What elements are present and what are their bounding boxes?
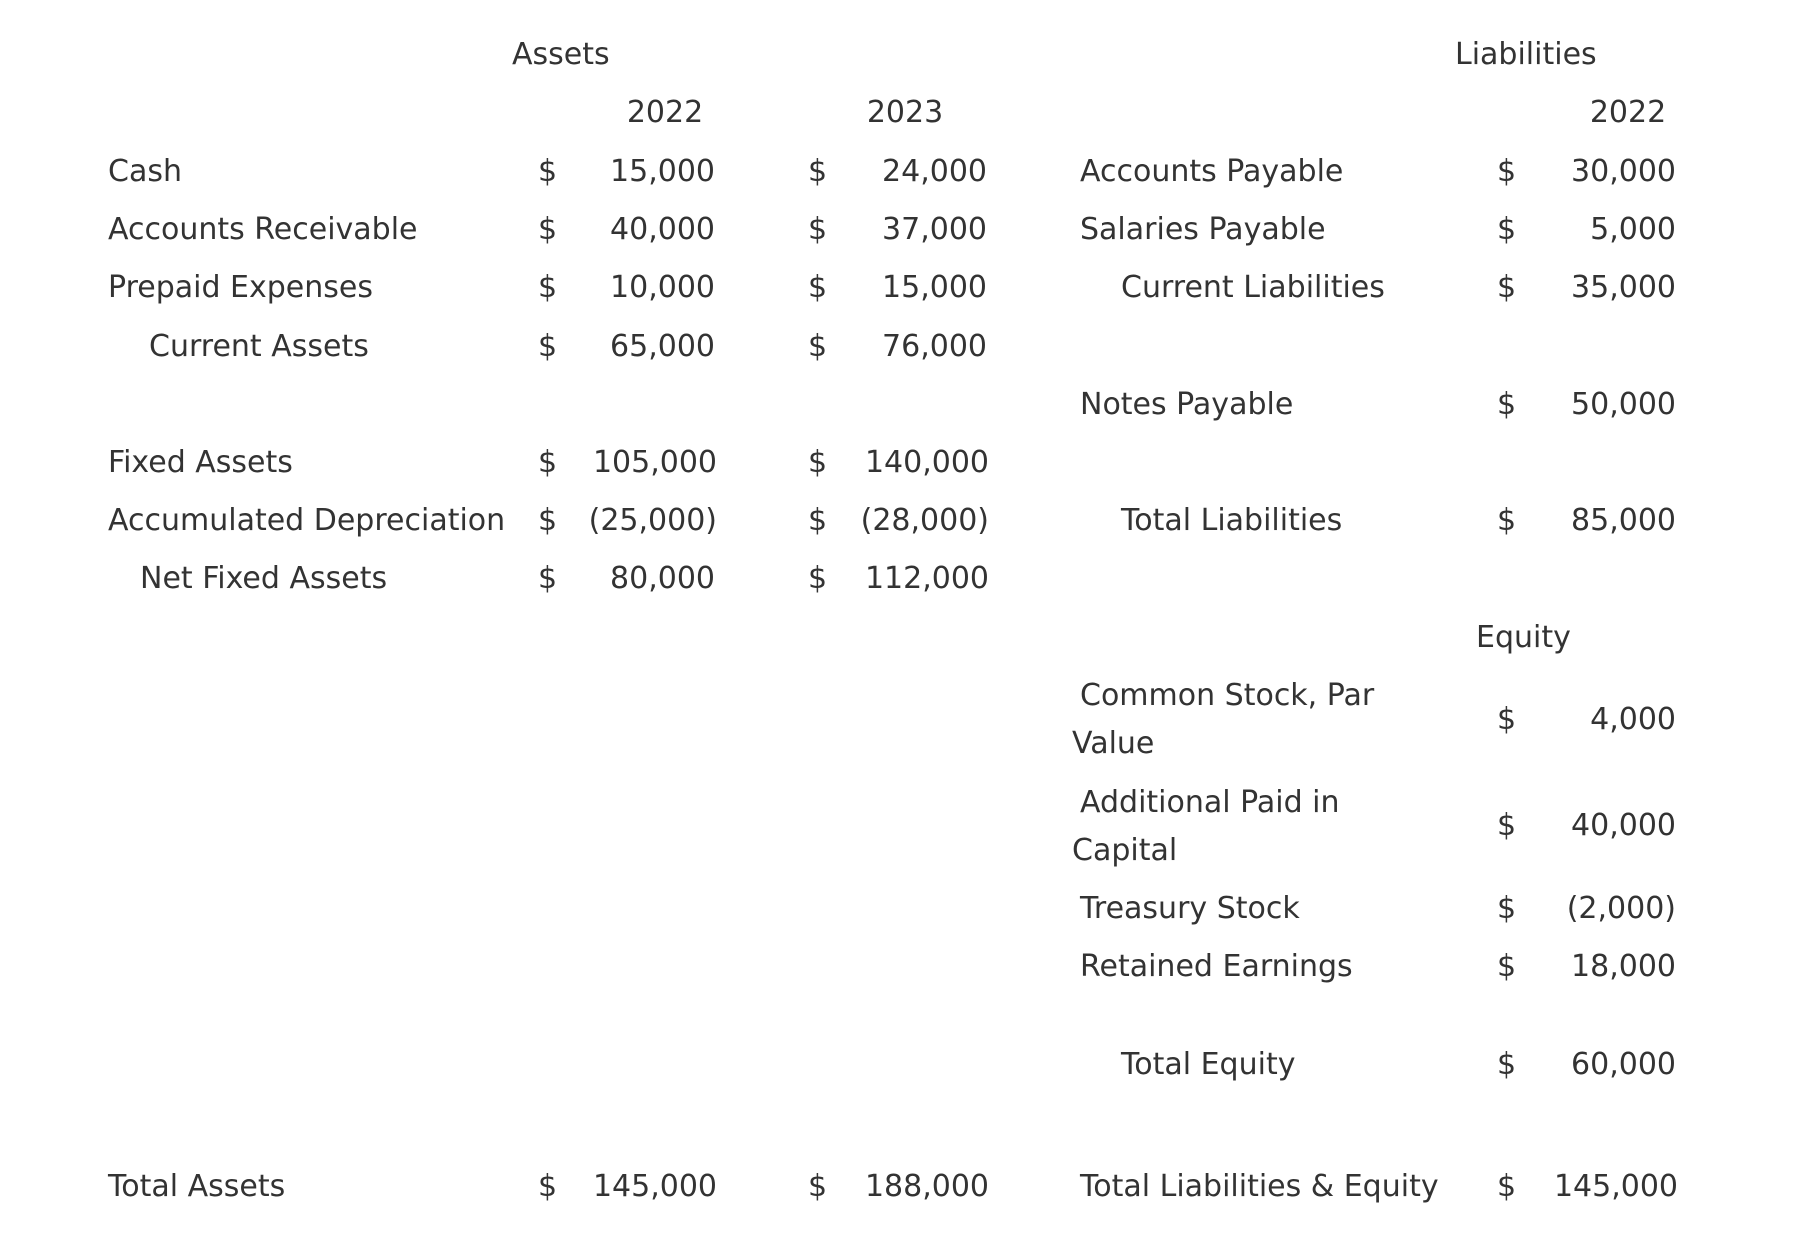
asset-ar-2022: 40,000: [610, 212, 715, 247]
asset-label-net-fixed-assets: Net Fixed Assets: [140, 561, 388, 596]
dollar-sign: $: [538, 561, 558, 596]
liability-label-current-liabilities: Current Liabilities: [1121, 270, 1385, 305]
liability-accounts-payable-value: 30,000: [1571, 154, 1676, 189]
dollar-sign: $: [1497, 1169, 1517, 1204]
dollar-sign: $: [808, 329, 828, 364]
asset-depreciation-2023: (28,000): [860, 503, 989, 538]
equity-treasury-stock-value: (2,000): [1566, 891, 1676, 926]
equity-common-stock-value: 4,000: [1590, 702, 1676, 737]
liability-total-liabilities-value: 85,000: [1571, 503, 1676, 538]
dollar-sign: $: [1497, 949, 1517, 984]
asset-label-accumulated-depreciation: Accumulated Depreciation: [108, 503, 506, 538]
equity-label-common-stock-line2: Value: [1072, 726, 1155, 761]
liability-current-liabilities-value: 35,000: [1571, 270, 1676, 305]
asset-net-fixed-2022: 80,000: [610, 561, 715, 596]
asset-label-current-assets: Current Assets: [149, 329, 369, 364]
dollar-sign: $: [1497, 702, 1517, 737]
liability-salaries-payable-value: 5,000: [1590, 212, 1676, 247]
liability-label-accounts-payable: Accounts Payable: [1080, 154, 1344, 189]
dollar-sign: $: [808, 212, 828, 247]
equity-apic-value: 40,000: [1571, 808, 1676, 843]
dollar-sign: $: [808, 503, 828, 538]
dollar-sign: $: [808, 1169, 828, 1204]
liability-notes-payable-value: 50,000: [1571, 387, 1676, 422]
liability-label-total-liabilities: Total Liabilities: [1121, 503, 1343, 538]
assets-year-2023: 2023: [866, 95, 944, 130]
equity-retained-earnings-value: 18,000: [1571, 949, 1676, 984]
equity-heading: Equity: [1476, 620, 1571, 655]
asset-total-2023: 188,000: [864, 1169, 989, 1204]
dollar-sign: $: [1497, 270, 1517, 305]
dollar-sign: $: [808, 154, 828, 189]
equity-label-treasury-stock: Treasury Stock: [1080, 891, 1300, 926]
dollar-sign: $: [1497, 891, 1517, 926]
dollar-sign: $: [538, 1169, 558, 1204]
equity-label-apic-line1: Additional Paid in: [1080, 785, 1340, 820]
dollar-sign: $: [1497, 387, 1517, 422]
dollar-sign: $: [808, 270, 828, 305]
asset-cash-2023: 24,000: [882, 154, 987, 189]
asset-prepaid-2023: 15,000: [882, 270, 987, 305]
asset-fixed-2023: 140,000: [864, 445, 989, 480]
dollar-sign: $: [538, 329, 558, 364]
dollar-sign: $: [1497, 154, 1517, 189]
liabilities-year-2022: 2022: [1589, 95, 1667, 130]
liabilities-heading: Liabilities: [1455, 37, 1597, 72]
asset-label-cash: Cash: [108, 154, 182, 189]
asset-depreciation-2022: (25,000): [588, 503, 717, 538]
dollar-sign: $: [538, 270, 558, 305]
equity-label-retained-earnings: Retained Earnings: [1080, 949, 1353, 984]
asset-label-accounts-receivable: Accounts Receivable: [108, 212, 418, 247]
dollar-sign: $: [1497, 1047, 1517, 1082]
liability-label-salaries-payable: Salaries Payable: [1080, 212, 1326, 247]
asset-prepaid-2022: 10,000: [610, 270, 715, 305]
asset-total-2022: 145,000: [592, 1169, 717, 1204]
dollar-sign: $: [1497, 808, 1517, 843]
total-liabilities-equity-value: 145,000: [1553, 1169, 1678, 1204]
dollar-sign: $: [1497, 503, 1517, 538]
asset-net-fixed-2023: 112,000: [864, 561, 989, 596]
asset-current-2023: 76,000: [882, 329, 987, 364]
dollar-sign: $: [538, 154, 558, 189]
equity-total-equity-value: 60,000: [1571, 1047, 1676, 1082]
assets-year-2022: 2022: [626, 95, 704, 130]
dollar-sign: $: [1497, 212, 1517, 247]
asset-cash-2022: 15,000: [610, 154, 715, 189]
equity-label-total-equity: Total Equity: [1121, 1047, 1296, 1082]
asset-fixed-2022: 105,000: [592, 445, 717, 480]
liability-label-notes-payable: Notes Payable: [1080, 387, 1294, 422]
total-liabilities-equity-label: Total Liabilities & Equity: [1080, 1169, 1439, 1204]
dollar-sign: $: [538, 445, 558, 480]
equity-label-apic-line2: Capital: [1072, 833, 1178, 868]
asset-label-fixed-assets: Fixed Assets: [108, 445, 293, 480]
dollar-sign: $: [538, 503, 558, 538]
asset-ar-2023: 37,000: [882, 212, 987, 247]
equity-label-common-stock-line1: Common Stock, Par: [1080, 678, 1375, 713]
asset-label-prepaid-expenses: Prepaid Expenses: [108, 270, 373, 305]
asset-label-total-assets: Total Assets: [108, 1169, 286, 1204]
dollar-sign: $: [538, 212, 558, 247]
asset-current-2022: 65,000: [610, 329, 715, 364]
dollar-sign: $: [808, 445, 828, 480]
dollar-sign: $: [808, 561, 828, 596]
assets-heading: Assets: [512, 37, 610, 72]
